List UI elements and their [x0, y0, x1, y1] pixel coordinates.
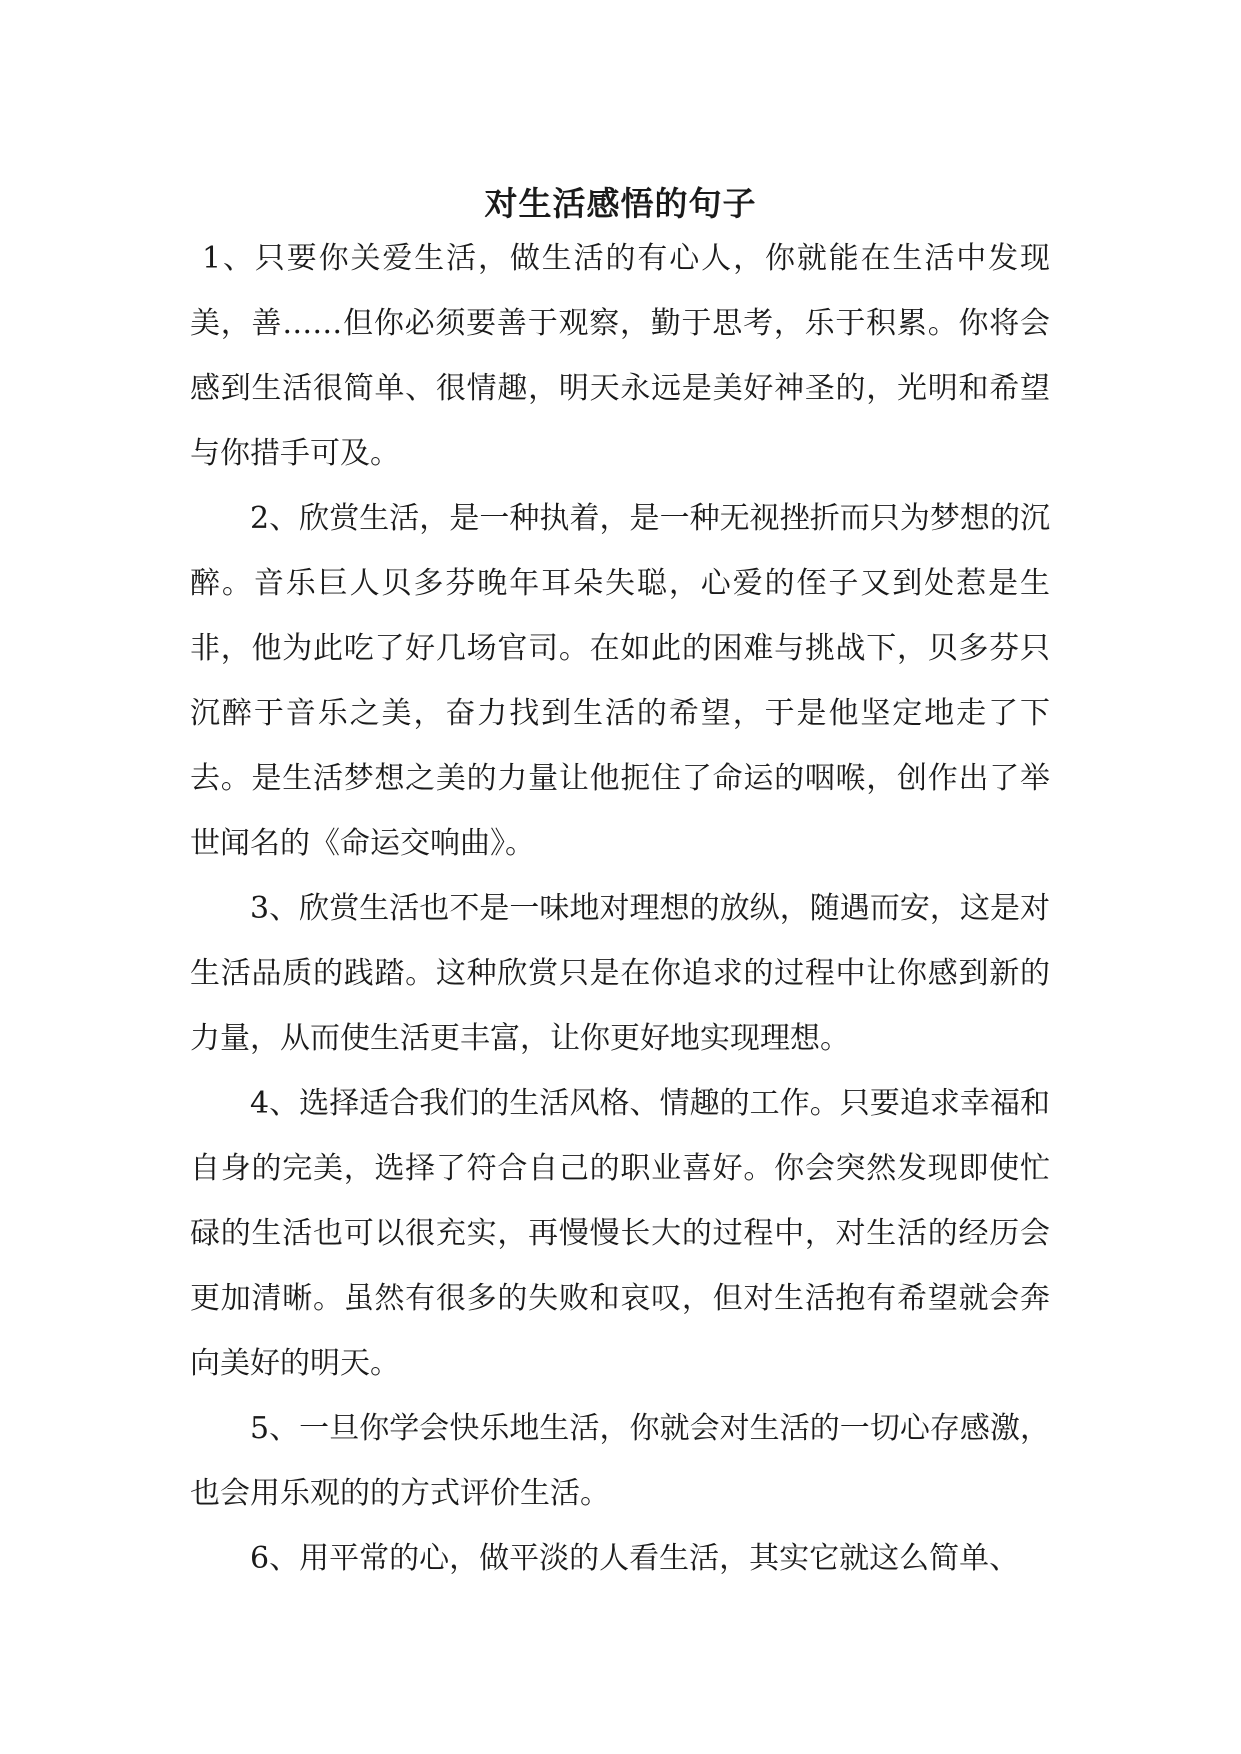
paragraph-6: 6、用平常的心，做平淡的人看生活，其实它就这么简单、 [250, 1541, 1020, 1576]
document-title: 对生活感悟的句子 [484, 184, 757, 224]
document-body [190, 226, 1050, 1591]
paragraph-4: 4、选择适合我们的生活风格、情趣的工作。只要追求幸福和自身的完美，选择了符合自己的职业喜好。你会突然发现即使忙碌的生活也可以很充实，再慢慢长大的过程中，对生活的经历会更加清晰。虽然有很多的失败和哀叹，但对生活抱有希望就会奔向美好的明天。 [190, 1086, 1050, 1381]
paragraph-3: 3、欣赏生活也不是一味地对理想的放纵，随遇而安，这是对生活品质的践踏。这种欣赏只是在你追求的过程中让你感到新的力量，从而使生活更丰富，让你更好地实现理想。 [190, 891, 1050, 1056]
paragraph-2: 2、欣赏生活，是一种执着，是一种无视挫折而只为梦想的沉醉。音乐巨人贝多芬晚年耳朵失聪，心爱的侄子又到处惹是生非，他为此吃了好几场官司。在如此的困难与挑战下，贝多芬只沉醉于音乐之美，奋力找到生活的希望，于是他坚定地走了下去。是生活梦想之美的力量让他扼住了命运的咽喉，创作出了举世闻名的《命运交响曲》。 [190, 501, 1050, 861]
paragraph-5: 5、一旦你学会快乐地生活，你就会对生活的一切心存感激，也会用乐观的的方式评价生活。 [190, 1411, 1050, 1511]
paragraph-1: 1、只要你关爱生活，做生活的有心人，你就能在生活中发现美，善……但你必须要善于观察，勤于思考，乐于积累。你将会感到生活很简单、很情趣，明天永远是美好神圣的，光明和希望与你措手可及。 [190, 241, 1050, 471]
